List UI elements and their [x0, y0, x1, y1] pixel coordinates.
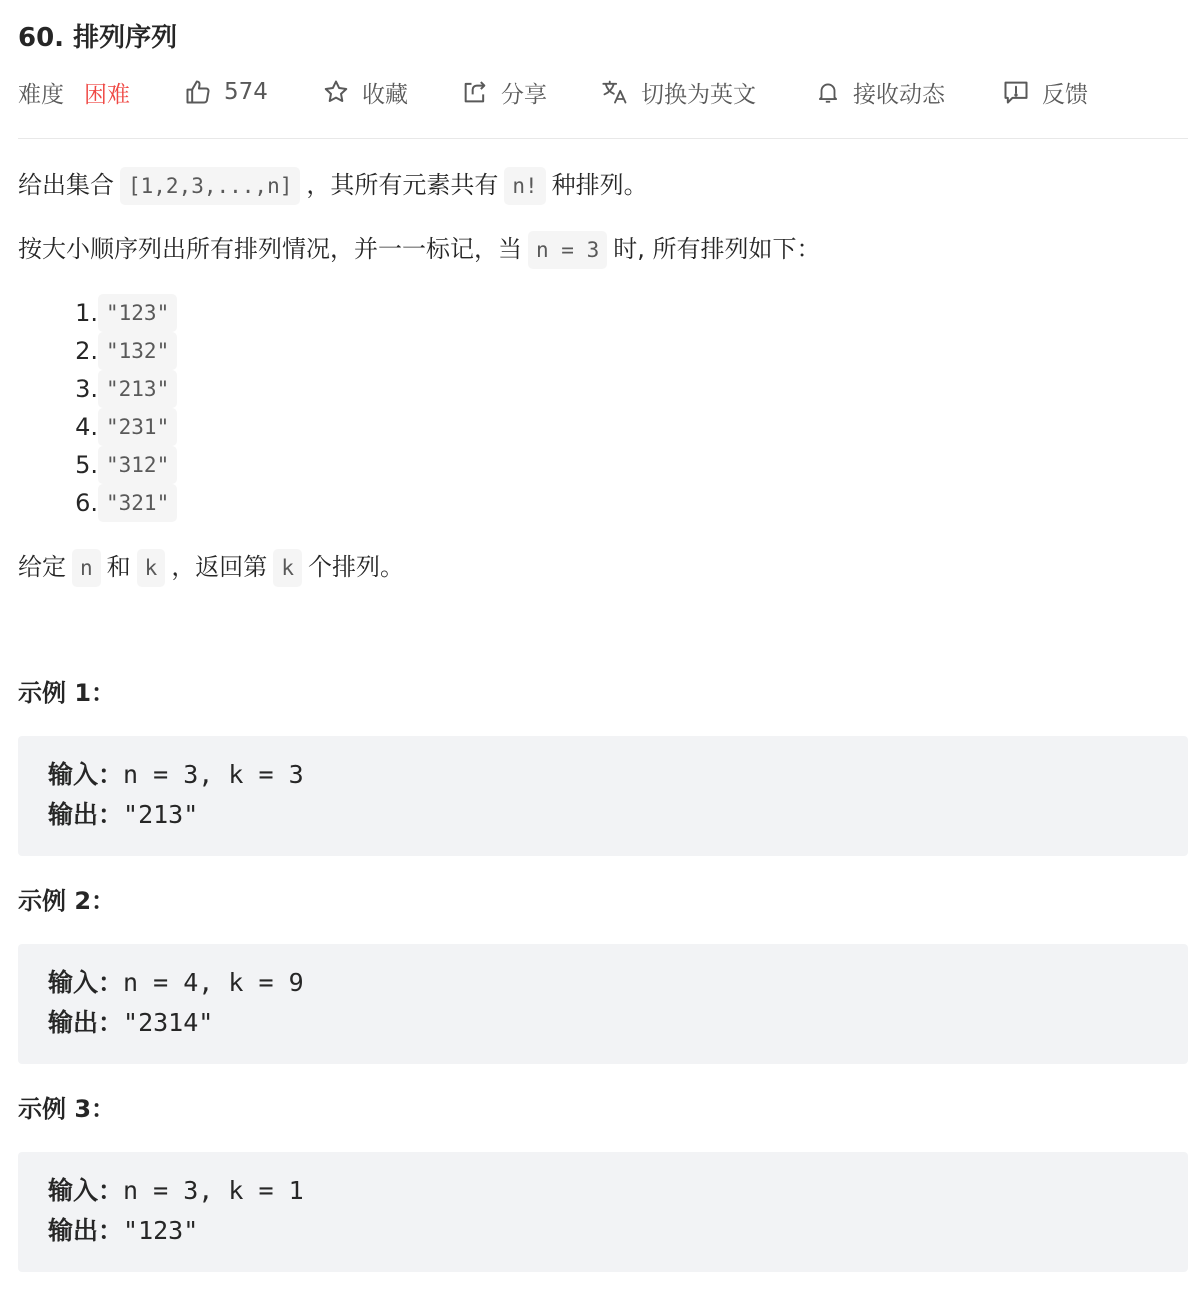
inline-code: [1,2,3,...,n]	[120, 167, 300, 205]
description-paragraph-2	[18, 229, 820, 269]
list-number: 1.	[75, 299, 98, 327]
output-label: 输出：	[48, 800, 124, 829]
like-button[interactable]	[184, 74, 268, 110]
difficulty-label: 难度	[18, 81, 64, 108]
text: 种排列。	[551, 171, 648, 199]
example-output	[48, 797, 198, 833]
share-label: 分享	[501, 81, 547, 108]
inline-code: k	[273, 549, 302, 587]
input-value: n = 3, k = 1	[123, 1176, 304, 1205]
example-title: 示例 3：	[18, 1095, 116, 1123]
page-title: 60. 排列序列	[18, 23, 178, 53]
text: ，返回第	[171, 553, 268, 581]
list-item	[68, 446, 183, 484]
translate-label: 切换为英文	[641, 81, 756, 108]
example-code-block	[18, 736, 1188, 856]
subscribe-button[interactable]	[815, 74, 945, 110]
translate-icon	[601, 78, 629, 106]
list-number: 2.	[75, 337, 98, 365]
star-icon	[322, 78, 350, 106]
share-button[interactable]	[461, 74, 547, 110]
text: 给出集合	[18, 171, 114, 199]
thumbs-up-icon	[184, 78, 212, 106]
input-value: n = 4, k = 9	[123, 968, 304, 997]
example-input	[48, 965, 304, 1001]
example-code-block	[18, 1152, 1188, 1272]
text: ，其所有元素共有	[306, 171, 499, 199]
text: 时, 所有排列如下：	[613, 235, 821, 263]
inline-code: n!	[504, 167, 545, 205]
inline-code: "132"	[98, 332, 177, 370]
list-item	[68, 294, 183, 332]
description-paragraph-3	[18, 547, 404, 587]
output-label: 输出：	[48, 1008, 124, 1037]
description-paragraph-1	[18, 165, 648, 205]
favorite-label: 收藏	[362, 81, 408, 108]
example-title: 示例 2：	[18, 887, 116, 915]
favorite-button[interactable]	[322, 74, 408, 110]
text: 和	[106, 553, 131, 581]
inline-code: n = 3	[528, 231, 607, 269]
like-count: 574	[224, 79, 268, 105]
bell-icon	[815, 78, 841, 106]
example-output	[48, 1213, 198, 1249]
list-number: 5.	[75, 451, 98, 479]
inline-code: "321"	[98, 484, 177, 522]
list-item	[68, 408, 183, 446]
problem-meta-bar	[18, 74, 1188, 110]
text: 按大小顺序列出所有排列情况，并一一标记，当	[18, 235, 522, 263]
divider	[18, 138, 1188, 139]
output-label: 输出：	[48, 1216, 124, 1245]
list-item	[68, 370, 183, 408]
example-input	[48, 1173, 304, 1209]
translate-button[interactable]	[601, 74, 756, 110]
permutation-list	[68, 294, 183, 522]
feedback-icon	[1002, 78, 1030, 106]
input-label: 输入：	[48, 968, 124, 997]
inline-code: "312"	[98, 446, 177, 484]
example-title: 示例 1：	[18, 679, 116, 707]
input-label: 输入：	[48, 760, 124, 789]
input-value: n = 3, k = 3	[123, 760, 304, 789]
output-value: "2314"	[123, 1008, 214, 1037]
example-input	[48, 757, 304, 793]
subscribe-label: 接收动态	[853, 81, 945, 108]
example-output	[48, 1005, 213, 1041]
feedback-label: 反馈	[1042, 81, 1088, 108]
difficulty-value: 困难	[84, 81, 130, 108]
list-number: 3.	[75, 375, 98, 403]
example-code-block	[18, 944, 1188, 1064]
list-item	[68, 484, 183, 522]
difficulty	[18, 74, 130, 110]
text: 个排列。	[307, 553, 404, 581]
inline-code: "213"	[98, 370, 177, 408]
inline-code: "231"	[98, 408, 177, 446]
inline-code: "123"	[98, 294, 177, 332]
output-value: "123"	[123, 1216, 199, 1245]
inline-code: n	[72, 549, 101, 587]
feedback-button[interactable]	[1002, 74, 1088, 110]
list-number: 6.	[75, 489, 98, 517]
output-value: "213"	[123, 800, 199, 829]
list-number: 4.	[75, 413, 98, 441]
text: 给定	[18, 553, 66, 581]
input-label: 输入：	[48, 1176, 124, 1205]
list-item	[68, 332, 183, 370]
share-icon	[461, 78, 489, 106]
inline-code: k	[137, 549, 166, 587]
